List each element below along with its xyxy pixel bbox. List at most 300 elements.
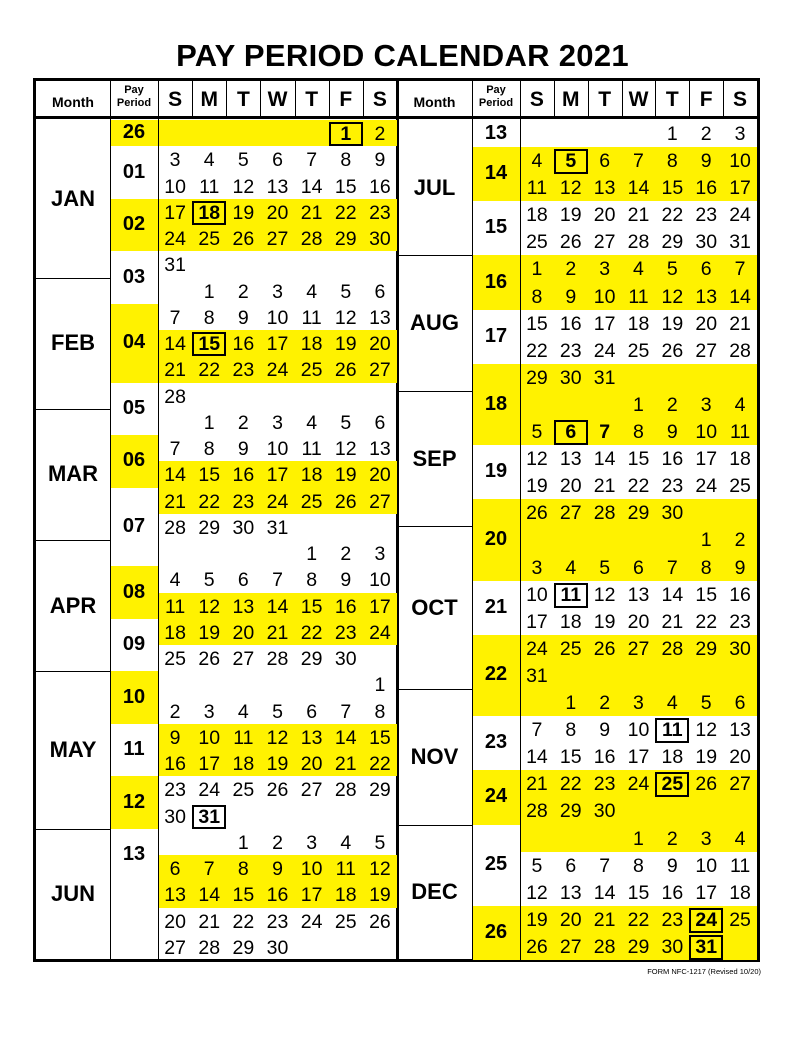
day-cell: 10 bbox=[695, 421, 718, 444]
day-cell: 27 bbox=[266, 228, 289, 250]
day-cell: 4 bbox=[734, 393, 746, 416]
day-cell: 9 bbox=[237, 306, 249, 329]
day-cell: 13 bbox=[695, 285, 718, 308]
day-cell: 5 bbox=[272, 700, 283, 723]
header-day-divider bbox=[192, 78, 193, 118]
day-cell: 23 bbox=[164, 779, 186, 802]
day-cell: 15 bbox=[300, 595, 323, 618]
day-cell: 6 bbox=[565, 854, 577, 877]
day-cell: 4 bbox=[306, 280, 318, 303]
day-cell: 2 bbox=[734, 529, 746, 552]
day-cell: 9 bbox=[169, 726, 181, 749]
day-cell: 30 bbox=[334, 648, 357, 670]
pay-period-label: 18 bbox=[484, 392, 508, 415]
day-cell: 14 bbox=[593, 448, 616, 471]
day-cell: 24 bbox=[627, 773, 650, 796]
month-label-nov: NOV bbox=[410, 743, 459, 769]
header-day-0: S bbox=[529, 88, 544, 111]
day-cell: 15 bbox=[627, 881, 650, 904]
day-cell: 20 bbox=[164, 910, 186, 933]
day-cell: 1 bbox=[237, 831, 249, 854]
pay-period-label: 22 bbox=[484, 663, 508, 686]
month-label-jun: JUN bbox=[50, 881, 95, 907]
header-day-divider bbox=[588, 78, 589, 118]
day-cell: 15 bbox=[198, 464, 221, 487]
day-cell: 9 bbox=[340, 569, 352, 592]
day-cell: 31 bbox=[729, 231, 751, 254]
day-cell: 28 bbox=[526, 800, 548, 823]
day-cell: 21 bbox=[627, 204, 650, 227]
day-cell: 16 bbox=[661, 881, 684, 904]
day-cell: 20 bbox=[593, 204, 616, 227]
day-cell: 24 bbox=[526, 637, 548, 660]
day-cell: 9 bbox=[599, 719, 611, 742]
day-cell: 6 bbox=[169, 858, 181, 880]
day-cell: 7 bbox=[306, 149, 318, 172]
pay-period-label: 13 bbox=[122, 843, 146, 865]
day-cell: 14 bbox=[266, 595, 289, 618]
month-divider bbox=[36, 829, 110, 830]
day-cell: 12 bbox=[334, 306, 357, 329]
pay-period-label: 23 bbox=[484, 731, 508, 754]
day-cell: 14 bbox=[627, 177, 650, 200]
day-cell: 12 bbox=[334, 438, 357, 460]
day-cell: 18 bbox=[627, 312, 650, 335]
day-cell: 22 bbox=[369, 753, 391, 775]
day-cell: 21 bbox=[164, 359, 186, 382]
day-cell: 12 bbox=[559, 177, 582, 200]
day-cell: 31 bbox=[526, 664, 548, 687]
day-cell: 7 bbox=[531, 719, 543, 742]
day-cell: 29 bbox=[300, 648, 323, 670]
day-cell: 28 bbox=[198, 936, 221, 959]
day-cell: 24 bbox=[369, 621, 391, 644]
day-cell: 5 bbox=[554, 149, 588, 174]
day-cell: 17 bbox=[300, 884, 323, 907]
day-cell: 21 bbox=[198, 910, 221, 933]
day-cell: 28 bbox=[334, 779, 357, 802]
pay-period-label: 24 bbox=[484, 785, 508, 808]
day-cell: 18 bbox=[300, 464, 323, 487]
day-cell: 24 bbox=[695, 475, 718, 498]
day-cell: 8 bbox=[700, 556, 712, 579]
header-day-3: W bbox=[267, 88, 288, 111]
header-day-divider bbox=[689, 78, 690, 118]
day-cell: 31 bbox=[164, 254, 186, 277]
day-cell: 23 bbox=[729, 610, 751, 633]
day-cell: 25 bbox=[198, 228, 221, 250]
day-cell: 16 bbox=[695, 177, 718, 200]
day-cell: 18 bbox=[232, 753, 255, 775]
header-pay-period: Pay Period bbox=[116, 84, 152, 109]
day-cell: 17 bbox=[729, 177, 751, 200]
page-title: PAY PERIOD CALENDAR 2021 bbox=[176, 38, 629, 73]
day-cell: 5 bbox=[340, 411, 352, 434]
header-month: Month bbox=[413, 94, 456, 110]
day-cell: 13 bbox=[593, 177, 616, 200]
day-cell: 30 bbox=[266, 936, 289, 959]
day-cell: 3 bbox=[633, 692, 644, 715]
day-cell: 30 bbox=[729, 637, 751, 660]
day-cell: 3 bbox=[374, 543, 386, 565]
day-cell: 8 bbox=[340, 149, 352, 172]
pay-period-label: 15 bbox=[484, 216, 508, 239]
header-day-1: M bbox=[200, 88, 218, 111]
day-cell: 19 bbox=[198, 621, 221, 644]
day-cell: 28 bbox=[593, 502, 616, 525]
day-cell: 27 bbox=[729, 773, 751, 796]
day-cell: 5 bbox=[374, 831, 386, 854]
day-cell: 8 bbox=[203, 306, 215, 329]
day-cell: 13 bbox=[729, 719, 751, 742]
day-cell: 13 bbox=[232, 595, 255, 618]
day-cell: 23 bbox=[695, 204, 718, 227]
day-cell: 14 bbox=[198, 884, 221, 907]
day-cell: 1 bbox=[633, 827, 644, 850]
day-cell: 17 bbox=[164, 201, 186, 224]
day-cell: 7 bbox=[169, 306, 181, 329]
day-cell: 29 bbox=[232, 936, 255, 959]
day-cell: 3 bbox=[272, 280, 283, 303]
day-cell: 26 bbox=[526, 935, 548, 958]
day-cell: 8 bbox=[306, 569, 318, 592]
header-col-divider bbox=[520, 78, 521, 118]
header-day-6: S bbox=[733, 88, 748, 111]
month-divider bbox=[397, 255, 472, 256]
day-cell: 11 bbox=[554, 583, 588, 608]
header-col-divider bbox=[158, 78, 159, 118]
pay-period-label: 05 bbox=[122, 396, 146, 419]
day-cell: 29 bbox=[334, 228, 357, 250]
day-cell: 27 bbox=[232, 648, 255, 670]
day-cell: 10 bbox=[627, 719, 650, 742]
header-day-2: T bbox=[598, 88, 612, 111]
day-cell: 20 bbox=[266, 201, 289, 224]
month-divider bbox=[36, 540, 110, 541]
day-cell: 25 bbox=[232, 779, 255, 802]
month-label-sep: SEP bbox=[412, 445, 457, 471]
day-cell: 14 bbox=[729, 285, 751, 308]
day-cell: 15 bbox=[526, 312, 548, 335]
day-cell: 24 bbox=[266, 359, 289, 382]
day-cell: 6 bbox=[700, 258, 712, 281]
day-cell: 19 bbox=[593, 610, 616, 633]
day-cell: 11 bbox=[729, 854, 751, 877]
day-cell: 28 bbox=[164, 516, 186, 539]
day-cell: 29 bbox=[369, 779, 391, 802]
day-cell: 14 bbox=[300, 175, 323, 198]
day-cell: 12 bbox=[593, 583, 616, 606]
form-number: FORM NFC-1217 (Revised 10/20) bbox=[647, 967, 761, 976]
day-cell: 19 bbox=[559, 204, 582, 227]
day-cell: 16 bbox=[729, 583, 751, 606]
day-cell: 28 bbox=[164, 385, 186, 408]
day-cell: 17 bbox=[627, 746, 650, 769]
day-cell: 11 bbox=[233, 726, 254, 749]
day-cell: 10 bbox=[198, 726, 221, 749]
day-cell: 23 bbox=[661, 475, 684, 498]
day-cell: 18 bbox=[729, 881, 751, 904]
day-cell: 9 bbox=[734, 556, 746, 579]
day-cell: 7 bbox=[203, 858, 215, 880]
day-cell: 13 bbox=[300, 726, 323, 749]
day-cell: 16 bbox=[334, 595, 357, 618]
day-cell: 17 bbox=[198, 753, 221, 775]
day-cell: 20 bbox=[729, 746, 751, 769]
day-cell: 5 bbox=[666, 258, 678, 281]
day-cell: 22 bbox=[198, 359, 221, 382]
day-cell: 6 bbox=[554, 420, 588, 445]
day-cell: 25 bbox=[526, 231, 548, 254]
day-cell: 14 bbox=[164, 464, 186, 487]
header-day-5: F bbox=[699, 88, 713, 111]
day-cell: 17 bbox=[526, 610, 548, 633]
day-cell: 3 bbox=[203, 700, 215, 723]
day-cell: 12 bbox=[526, 881, 548, 904]
pay-period-label: 06 bbox=[122, 449, 146, 472]
day-cell: 25 bbox=[655, 772, 689, 797]
day-cell: 30 bbox=[559, 366, 582, 389]
day-cell: 29 bbox=[559, 800, 582, 823]
pay-period-label: 14 bbox=[484, 162, 508, 185]
day-cell: 22 bbox=[661, 204, 684, 227]
day-cell: 19 bbox=[334, 333, 357, 355]
day-cell: 10 bbox=[266, 438, 289, 460]
day-cell: 28 bbox=[593, 935, 616, 958]
header-day-5: F bbox=[339, 88, 353, 111]
day-cell: 27 bbox=[369, 490, 391, 513]
day-cell: 11 bbox=[164, 595, 186, 618]
month-divider bbox=[397, 391, 472, 392]
month-label-aug: AUG bbox=[410, 310, 459, 336]
day-cell: 21 bbox=[266, 621, 289, 644]
day-cell: 2 bbox=[237, 411, 249, 434]
day-cell: 15 bbox=[661, 177, 684, 200]
day-cell: 11 bbox=[628, 285, 649, 308]
day-cell: 19 bbox=[232, 201, 255, 224]
day-cell: 19 bbox=[695, 746, 718, 769]
day-cell: 23 bbox=[593, 773, 616, 796]
day-cell: 14 bbox=[334, 726, 357, 749]
day-cell: 9 bbox=[666, 854, 678, 877]
day-cell: 29 bbox=[526, 366, 548, 389]
day-cell: 20 bbox=[559, 908, 582, 931]
day-cell: 7 bbox=[599, 421, 611, 444]
day-cell: 23 bbox=[232, 490, 255, 513]
month-divider bbox=[36, 671, 110, 672]
day-cell: 1 bbox=[203, 280, 215, 303]
highlight-row bbox=[520, 662, 757, 689]
day-cell: 27 bbox=[559, 935, 582, 958]
day-cell: 22 bbox=[232, 910, 255, 933]
day-cell: 30 bbox=[695, 231, 718, 254]
day-cell: 18 bbox=[729, 448, 751, 471]
day-cell: 1 bbox=[565, 692, 577, 715]
pay-period-label: 13 bbox=[484, 121, 508, 144]
day-cell: 14 bbox=[593, 881, 616, 904]
day-cell: 12 bbox=[369, 858, 391, 880]
day-cell: 29 bbox=[627, 935, 650, 958]
day-cell: 1 bbox=[700, 529, 712, 552]
month-divider bbox=[397, 689, 472, 690]
day-cell: 18 bbox=[334, 884, 357, 907]
day-cell: 27 bbox=[593, 231, 616, 254]
day-cell: 17 bbox=[266, 333, 289, 355]
day-cell: 29 bbox=[695, 637, 718, 660]
day-cell: 2 bbox=[565, 258, 577, 281]
month-label-jul: JUL bbox=[413, 174, 456, 200]
day-cell: 26 bbox=[695, 773, 718, 796]
day-cell: 4 bbox=[237, 700, 249, 723]
day-cell: 23 bbox=[266, 910, 289, 933]
day-cell: 30 bbox=[164, 805, 186, 828]
day-cell: 28 bbox=[266, 648, 289, 670]
pay-period-label: 25 bbox=[484, 853, 508, 876]
day-cell: 17 bbox=[369, 595, 391, 618]
day-cell: 13 bbox=[559, 881, 582, 904]
day-cell: 16 bbox=[559, 312, 582, 335]
day-cell: 29 bbox=[198, 516, 221, 539]
day-cell: 21 bbox=[729, 312, 751, 335]
day-cell: 14 bbox=[164, 333, 186, 355]
day-cell: 23 bbox=[559, 339, 582, 362]
day-cell: 5 bbox=[237, 149, 249, 172]
day-cell: 4 bbox=[306, 411, 318, 434]
day-cell: 2 bbox=[666, 827, 678, 850]
month-divider bbox=[397, 825, 472, 826]
day-cell: 30 bbox=[593, 800, 616, 823]
day-cell: 20 bbox=[559, 475, 582, 498]
day-cell: 29 bbox=[661, 231, 684, 254]
day-cell: 25 bbox=[300, 359, 323, 382]
month-label-oct: OCT bbox=[411, 594, 458, 620]
day-cell: 26 bbox=[334, 359, 357, 382]
month-label-apr: APR bbox=[49, 592, 97, 618]
day-cell: 3 bbox=[531, 556, 543, 579]
day-cell: 22 bbox=[559, 773, 582, 796]
day-cell: 11 bbox=[301, 438, 322, 460]
day-cell: 2 bbox=[169, 700, 181, 723]
day-cell: 6 bbox=[272, 149, 283, 172]
pay-period-label: 26 bbox=[122, 121, 146, 144]
day-cell: 24 bbox=[266, 490, 289, 513]
pay-period-label: 11 bbox=[123, 738, 145, 760]
day-cell: 9 bbox=[272, 858, 283, 880]
day-cell: 7 bbox=[169, 438, 181, 460]
day-cell: 15 bbox=[192, 332, 226, 356]
day-cell: 10 bbox=[729, 150, 751, 173]
day-cell: 24 bbox=[300, 910, 323, 933]
day-cell: 19 bbox=[526, 475, 548, 498]
day-cell: 2 bbox=[700, 123, 712, 145]
day-cell: 23 bbox=[334, 621, 357, 644]
day-cell: 6 bbox=[734, 692, 746, 715]
header-day-6: S bbox=[372, 88, 387, 111]
day-cell: 18 bbox=[559, 610, 582, 633]
month-label-mar: MAR bbox=[47, 461, 99, 487]
day-cell: 10 bbox=[266, 306, 289, 329]
day-cell: 4 bbox=[340, 831, 352, 854]
day-cell: 22 bbox=[526, 339, 548, 362]
day-cell: 12 bbox=[232, 175, 255, 198]
col-divider bbox=[110, 118, 111, 962]
day-cell: 28 bbox=[627, 231, 650, 254]
day-cell: 6 bbox=[374, 411, 386, 434]
day-cell: 8 bbox=[565, 719, 577, 742]
day-cell: 15 bbox=[559, 746, 582, 769]
day-cell: 22 bbox=[300, 621, 323, 644]
day-cell: 1 bbox=[329, 122, 363, 146]
day-cell: 5 bbox=[599, 556, 611, 579]
day-cell: 10 bbox=[593, 285, 616, 308]
day-cell: 20 bbox=[627, 610, 650, 633]
day-cell: 11 bbox=[729, 421, 751, 444]
header-day-divider bbox=[554, 78, 555, 118]
day-cell: 6 bbox=[374, 280, 386, 303]
day-cell: 8 bbox=[633, 854, 644, 877]
day-cell: 8 bbox=[374, 700, 386, 723]
col-divider bbox=[158, 118, 159, 962]
day-cell: 13 bbox=[266, 175, 289, 198]
day-cell: 11 bbox=[301, 306, 322, 329]
day-cell: 18 bbox=[300, 333, 323, 355]
day-cell: 26 bbox=[369, 910, 391, 933]
day-cell: 22 bbox=[334, 201, 357, 224]
day-cell: 27 bbox=[695, 339, 718, 362]
day-cell: 30 bbox=[232, 516, 255, 539]
pay-period-label: 12 bbox=[122, 790, 146, 813]
day-cell: 13 bbox=[559, 448, 582, 471]
day-cell: 1 bbox=[306, 543, 318, 565]
day-cell: 21 bbox=[300, 201, 323, 224]
day-cell: 26 bbox=[559, 231, 582, 254]
day-cell: 1 bbox=[203, 411, 215, 434]
day-cell: 12 bbox=[198, 595, 221, 618]
day-cell: 3 bbox=[272, 411, 283, 434]
day-cell: 17 bbox=[695, 448, 718, 471]
day-cell: 21 bbox=[593, 908, 616, 931]
day-cell: 31 bbox=[593, 366, 616, 389]
day-cell: 11 bbox=[526, 177, 548, 200]
day-cell: 7 bbox=[599, 854, 611, 877]
header-col-divider bbox=[472, 78, 473, 118]
day-cell: 31 bbox=[192, 805, 226, 829]
day-cell: 24 bbox=[593, 339, 616, 362]
day-cell: 17 bbox=[266, 464, 289, 487]
header-day-divider bbox=[622, 78, 623, 118]
day-cell: 15 bbox=[369, 726, 391, 749]
day-cell: 10 bbox=[526, 583, 548, 606]
pay-period-label: 21 bbox=[484, 595, 508, 618]
day-cell: 9 bbox=[374, 149, 386, 172]
day-cell: 18 bbox=[661, 746, 684, 769]
day-cell: 16 bbox=[369, 175, 391, 198]
day-cell: 27 bbox=[627, 637, 650, 660]
day-cell: 2 bbox=[374, 123, 386, 145]
day-cell: 10 bbox=[369, 569, 391, 592]
day-cell: 17 bbox=[695, 881, 718, 904]
day-cell: 7 bbox=[633, 150, 644, 173]
day-cell: 25 bbox=[559, 637, 582, 660]
header-col-divider bbox=[110, 78, 111, 118]
header-day-1: M bbox=[562, 88, 580, 111]
pay-period-label: 16 bbox=[484, 270, 508, 293]
pay-period-label: 20 bbox=[484, 528, 508, 550]
day-cell: 6 bbox=[633, 556, 644, 579]
day-cell: 26 bbox=[661, 339, 684, 362]
day-cell: 9 bbox=[237, 438, 249, 460]
day-cell: 12 bbox=[695, 719, 718, 742]
